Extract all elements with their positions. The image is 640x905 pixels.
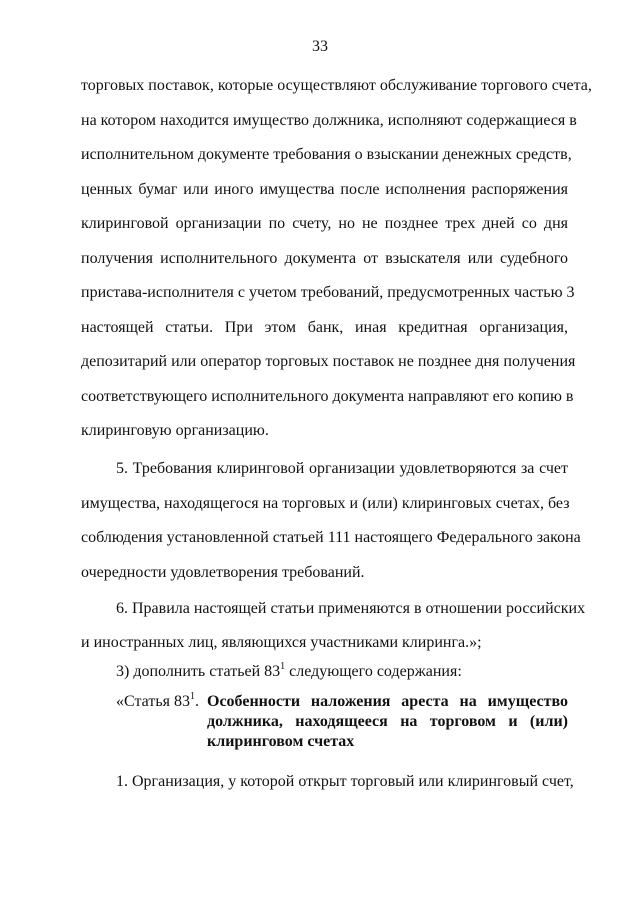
superscript: 1 — [189, 691, 195, 702]
body-text-line: исполнительном документе требования о взыскании денежных средств, — [81, 146, 572, 163]
body-text-line: и иностранных лиц, являющихся участниками клиринга.»; — [81, 634, 482, 651]
amendment-text: 3) дополнить статьей 83 — [116, 663, 281, 680]
body-text-line: на котором находится имущество должника, исполняют содержащиеся в — [81, 112, 577, 129]
article-title-line: Особенности наложения ареста на имущество — [207, 693, 568, 710]
body-text-line: клиринговую организацию. — [81, 422, 269, 439]
body-text-line: соблюдения установленной статьей 111 настоящего Федерального закона — [81, 529, 581, 546]
amendment-line — [116, 662, 568, 682]
superscript: 1 — [280, 661, 286, 672]
paragraph-6-first-line: 6. Правила настоящей статьи применяются в отношении российских — [116, 600, 586, 617]
article-title-line: клиринговом счетах — [207, 733, 355, 750]
amendment-text-end: следующего содержания: — [285, 663, 462, 680]
article-heading — [116, 692, 568, 758]
body-text-line: пристава-исполнителя с учетом требований, предусмотренных частью 3 — [81, 284, 575, 301]
body-text-line: клиринговой организации по счету, но не позднее трех дней со дня — [81, 215, 568, 232]
article-number: «Статья $83^1$. — [116, 691, 199, 710]
body-text-line: ценных бумаг или иного имущества после исполнения распоряжения — [81, 181, 568, 198]
body-text-line: настоящей статьи. При этом банк, иная кредитная организация, — [81, 319, 568, 336]
page-number: 33 — [312, 38, 328, 55]
body-text-line: имущества, находящегося на торговых и (или) клиринговых счетах, без — [81, 495, 570, 512]
article-title-line: должника, находящееся на торговом и (или) — [207, 713, 568, 730]
paragraph-1-first-line: 1. Организация, у которой открыт торговый или клиринговый счет, — [116, 773, 574, 790]
body-text-line: получения исполнительного документа от взыскателя или судебного — [81, 250, 568, 267]
body-text-line: депозитарий или оператор торговых поставок не позднее дня получения — [81, 353, 576, 370]
body-text-line: соответствующего исполнительного документа направляют его копию в — [81, 388, 574, 405]
body-text-line: торговых поставок, которые осуществляют обслуживание торгового счета, — [81, 77, 592, 94]
paragraph-5-first-line: 5. Требования клиринговой организации удовлетворяются за счет — [116, 460, 568, 477]
body-text-line: очередности удовлетворения требований. — [81, 564, 365, 581]
